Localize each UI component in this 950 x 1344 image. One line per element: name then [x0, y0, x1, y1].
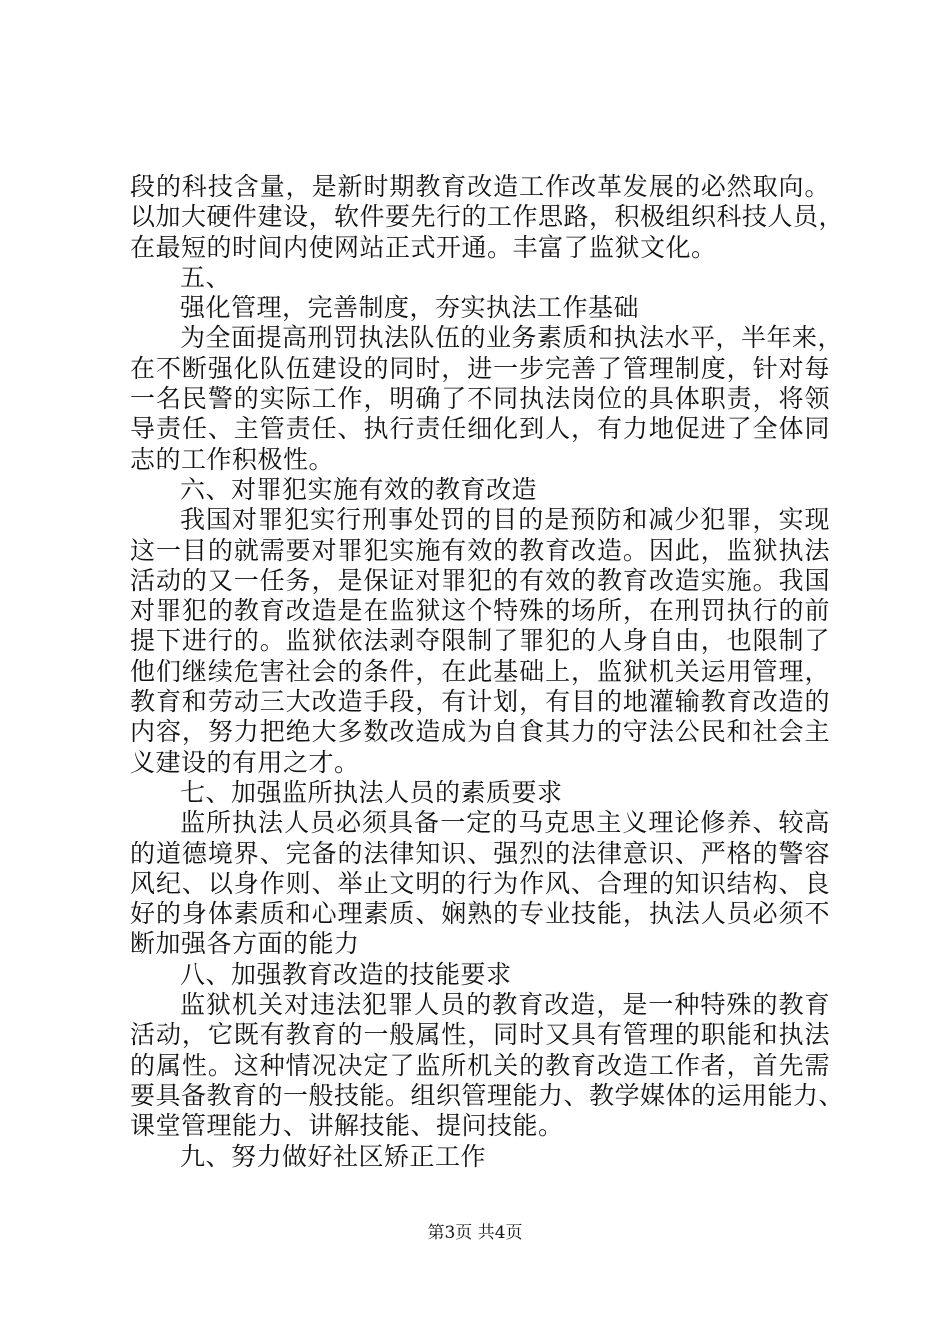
text-line: 对罪犯的教育改造是在监狱这个特殊的场所，在刑罚执行的前: [130, 596, 830, 626]
text-line: 义建设的有用之才。: [130, 747, 360, 777]
text-line: 在最短的时间内使网站正式开通。丰富了监狱文化。: [130, 232, 717, 262]
text-line: 五、: [180, 262, 232, 292]
text-line: 活动的又一任务，是保证对罪犯的有效的教育改造实施。我国: [130, 565, 830, 595]
text-line: 强化管理，完善制度，夯实执法工作基础: [180, 293, 640, 323]
text-line: 一名民警的实际工作，明确了不同执法岗位的具体职责，将领: [130, 384, 830, 414]
text-line: 要具备教育的一般技能。组织管理能力、教学媒体的运用能力、: [130, 1080, 845, 1110]
text-line: 内容，努力把绝大多数改造成为自食其力的守法公民和社会主: [130, 717, 830, 747]
document-body: [130, 172, 845, 1172]
text-line: 断加强各方面的能力: [130, 929, 360, 959]
text-line: 的属性。这种情况决定了监所机关的教育改造工作者，首先需: [130, 1050, 830, 1080]
text-line: 九、努力做好社区矫正工作: [180, 1141, 487, 1171]
text-line: 监狱机关对违法犯罪人员的教育改造，是一种特殊的教育: [180, 990, 830, 1020]
page-number: 第3页 共4页: [427, 1223, 523, 1243]
page-footer: [0, 1218, 950, 1243]
text-line: 为全面提高刑罚执法队伍的业务素质和执法水平，半年来，: [180, 323, 844, 353]
text-line: 志的工作积极性。: [130, 444, 335, 474]
text-line: 监所执法人员必须具备一定的马克思主义理论修养、较高: [180, 808, 830, 838]
text-line: 提下进行的。监狱依法剥夺限制了罪犯的人身自由，也限制了: [130, 626, 830, 656]
text-line: 六、对罪犯实施有效的教育改造: [180, 474, 538, 504]
text-line: 好的身体素质和心理素质、娴熟的专业技能，执法人员必须不: [130, 899, 830, 929]
text-line: 导责任、主管责任、执行责任细化到人，有力地促进了全体同: [130, 414, 830, 444]
text-line: 在不断强化队伍建设的同时，进一步完善了管理制度，针对每: [130, 353, 830, 383]
text-line: 他们继续危害社会的条件，在此基础上，监狱机关运用管理，: [130, 656, 830, 686]
text-line: 教育和劳动三大改造手段，有计划，有目的地灌输教育改造的: [130, 687, 830, 717]
text-line: 课堂管理能力、讲解技能、提问技能。: [130, 1111, 564, 1141]
text-line: 以加大硬件建设，软件要先行的工作思路，积极组织科技人员，: [130, 202, 845, 232]
text-line: 七、加强监所执法人员的素质要求: [180, 777, 563, 807]
text-line: 八、加强教育改造的技能要求: [180, 959, 512, 989]
text-line: 我国对罪犯实行刑事处罚的目的是预防和减少犯罪，实现: [180, 505, 830, 535]
text-line: 风纪、以身作则、举止文明的行为作风、合理的知识结构、良: [130, 868, 830, 898]
text-line: 这一目的就需要对罪犯实施有效的教育改造。因此，监狱执法: [130, 535, 830, 565]
text-line: 段的科技含量，是新时期教育改造工作改革发展的必然取向。: [130, 172, 830, 201]
text-line: 活动，它既有教育的一般属性，同时又具有管理的职能和执法: [130, 1020, 830, 1050]
text-line: 的道德境界、完备的法律知识、强烈的法律意识、严格的警容: [130, 838, 830, 868]
